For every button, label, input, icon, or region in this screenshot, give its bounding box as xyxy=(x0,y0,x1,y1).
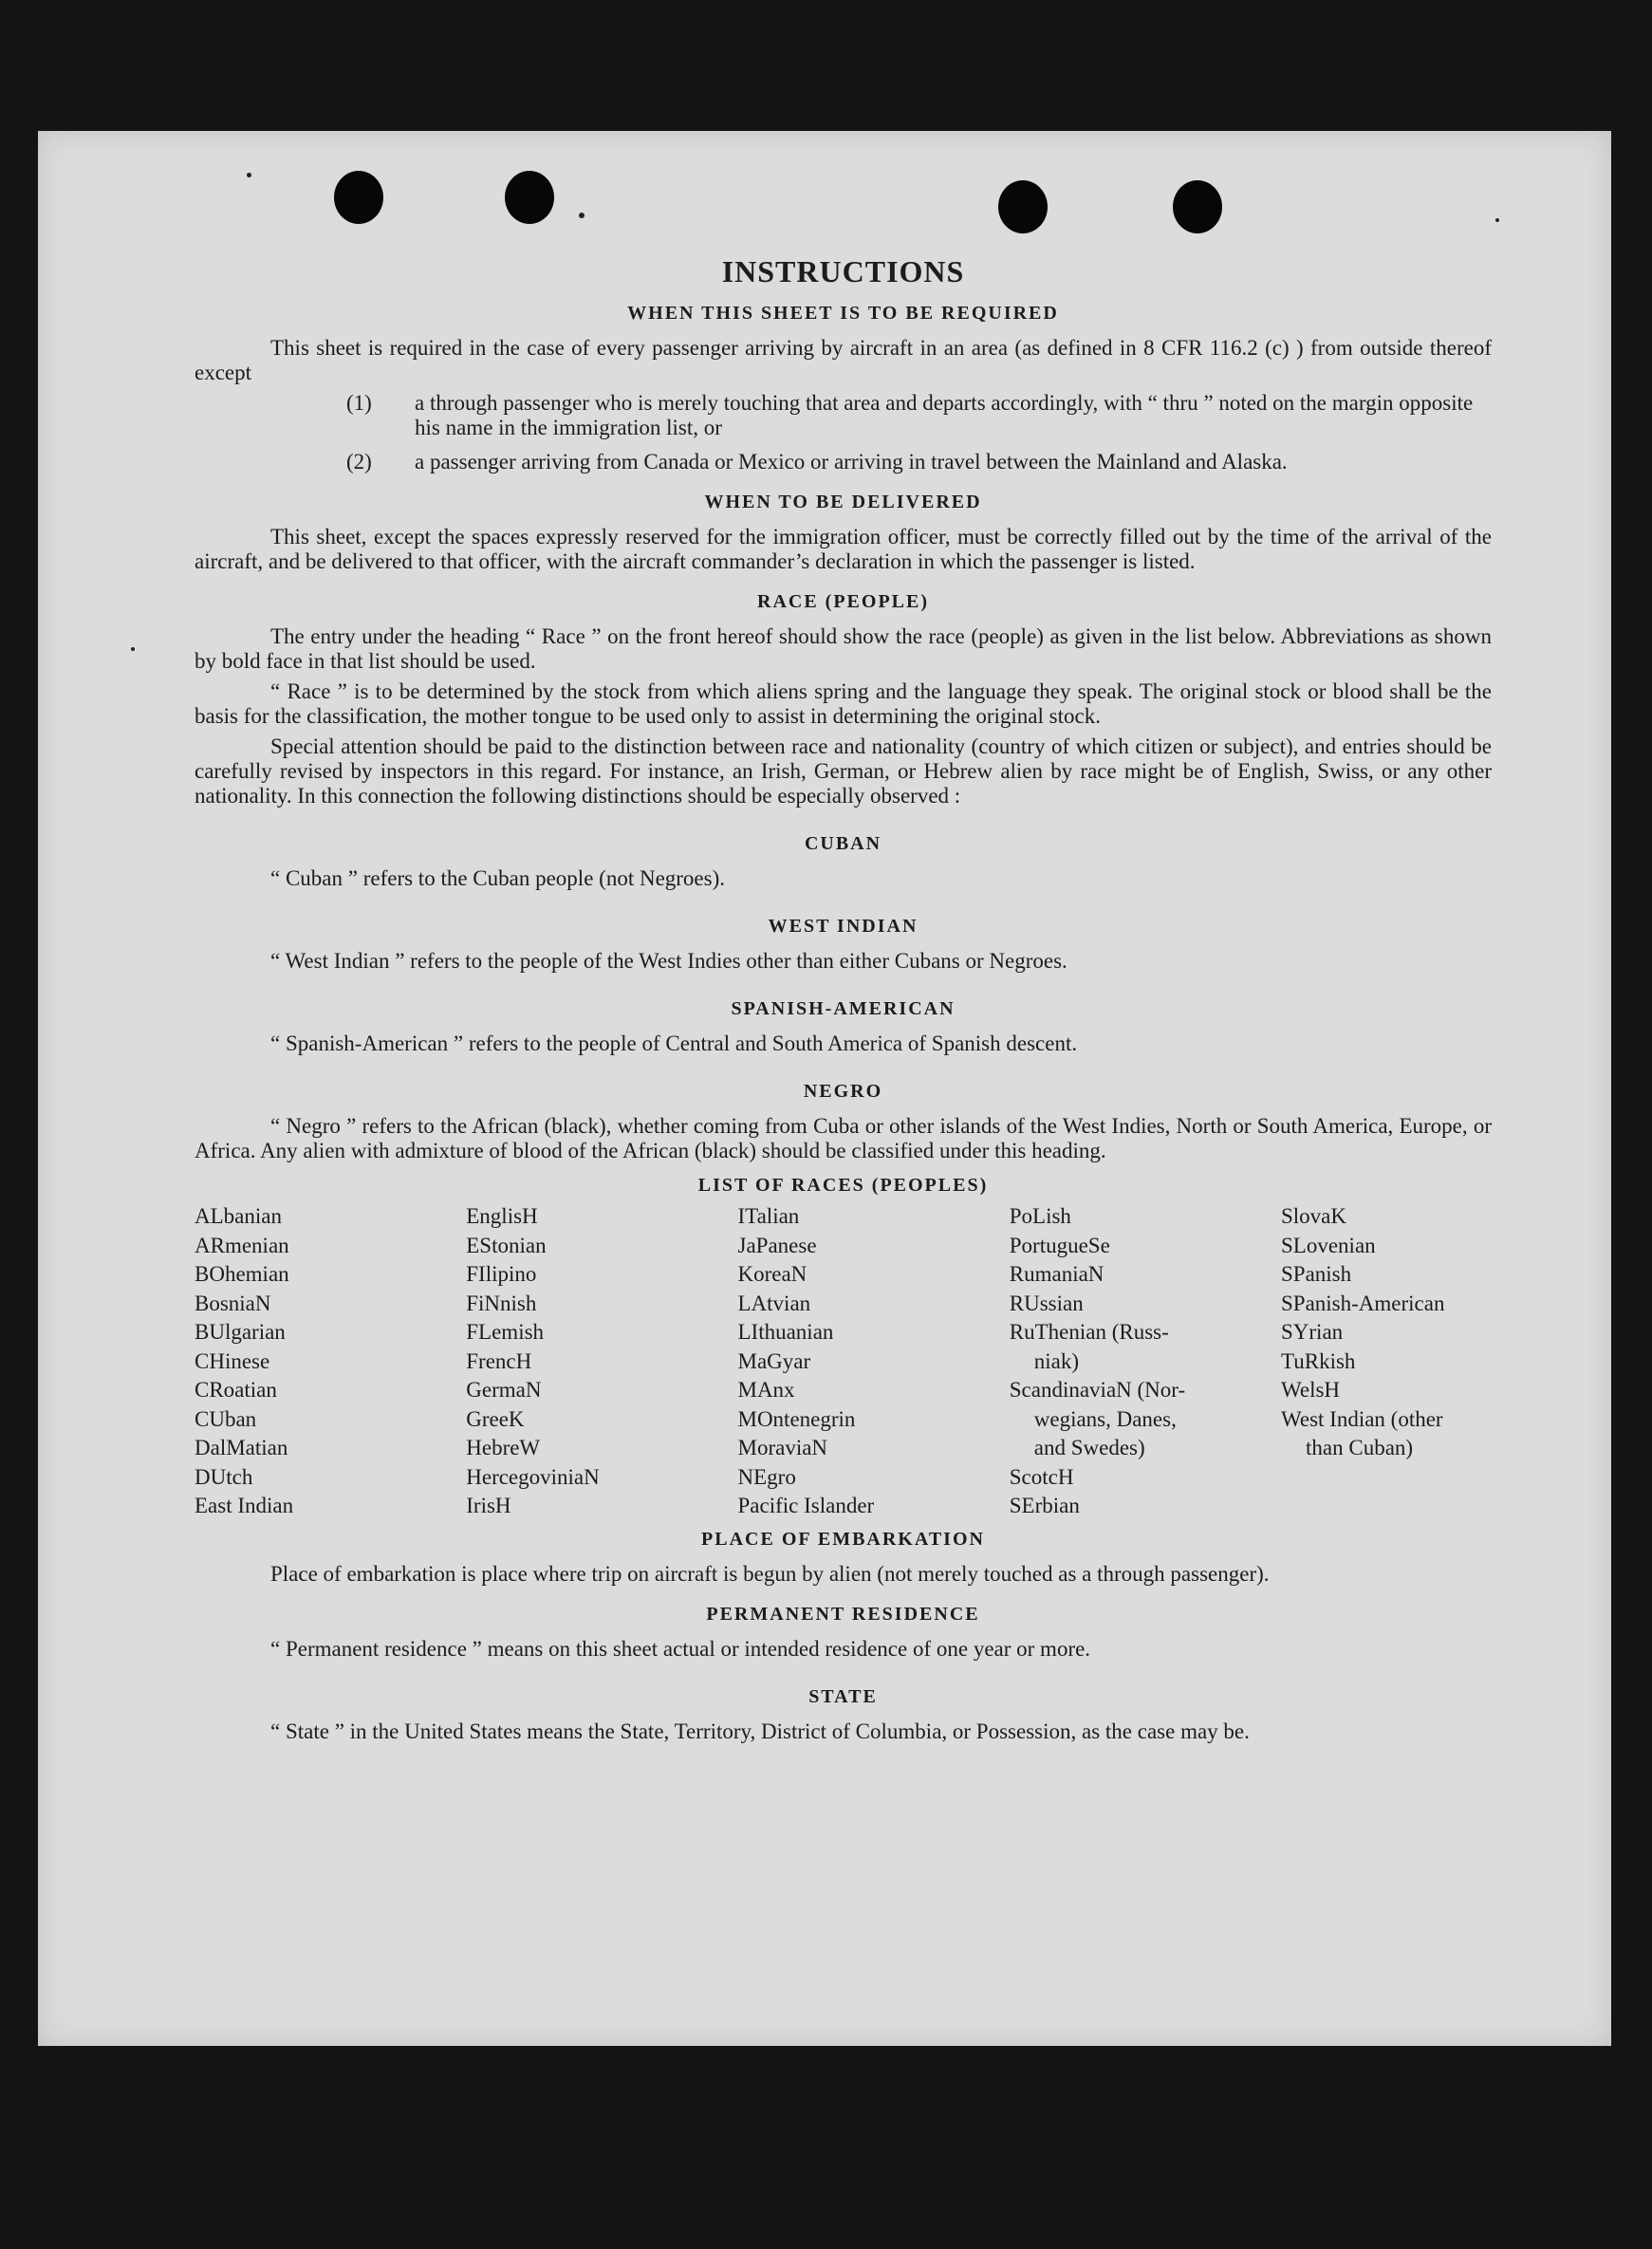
speck xyxy=(247,173,251,177)
race-item: FrencH xyxy=(466,1348,532,1373)
page-title: INSTRUCTIONS xyxy=(721,254,965,288)
race-item: ScotcH xyxy=(1009,1464,1074,1489)
race-item: TuRkish xyxy=(1281,1348,1356,1373)
race-item: ARmenian xyxy=(195,1233,289,1257)
race-column-1 xyxy=(195,1202,432,1521)
race-paragraph-3: Special attention should be paid to the distinction between race and nationality (country of which citizen or subject), and entries should be carefully revised by inspectors in this regard. For instance, an Irish, German, or Hebrew alien by race might be of English, Swiss, or any other nationality. In this connection the following distinctions should be especially observed : xyxy=(195,734,1492,808)
race-item: SLovenian xyxy=(1281,1233,1376,1257)
race-item: FLemish xyxy=(466,1320,545,1344)
race-item: MaGyar xyxy=(737,1348,811,1373)
race-item: HebreW xyxy=(466,1436,541,1459)
race-item: SPanish-American xyxy=(1281,1291,1445,1315)
speck xyxy=(579,213,585,218)
race-item: BUlgarian xyxy=(195,1320,286,1344)
race-item: MOntenegrin xyxy=(737,1406,856,1431)
section-heading-cuban: CUBAN xyxy=(804,833,882,854)
race-item: SPanish xyxy=(1281,1262,1352,1286)
race-item: KoreaN xyxy=(737,1262,807,1286)
race-item: wegians, Danes, xyxy=(1033,1406,1177,1431)
race-column-4 xyxy=(1010,1202,1247,1521)
section-heading-delivered: WHEN TO BE DELIVERED xyxy=(704,492,982,512)
section-heading-race: RACE (PEOPLE) xyxy=(757,591,929,612)
race-item: SYrian xyxy=(1281,1320,1344,1344)
race-item: BosniaN xyxy=(195,1291,271,1315)
race-item: East Indian xyxy=(195,1494,294,1517)
item-text: a through passenger who is merely touching that area and departs accordingly, with “ thru ” noted on the margin opposite his name in the immigration list, or xyxy=(415,391,1474,439)
race-item: ITalian xyxy=(737,1204,800,1228)
negro-text: “ Negro ” refers to the African (black), whether coming from Cuba or other islands of the West Indies, North or South America, Europe, or Africa. Any alien with admixture of blood of the African (black) should be classified under this heading. xyxy=(195,1114,1492,1162)
race-item: LIthuanian xyxy=(737,1320,834,1344)
race-item: CHinese xyxy=(195,1348,270,1373)
cuban-text: “ Cuban ” refers to the Cuban people (not Negroes). xyxy=(270,866,726,890)
race-paragraph-2: “ Race ” is to be determined by the stock from which aliens spring and the language they speak. The original stock or blood shall be the basis for the classification, the mother tongue to be used only to assist in determining the original stock. xyxy=(195,679,1492,728)
race-item: SlovaK xyxy=(1281,1204,1346,1228)
race-item: West Indian (other xyxy=(1281,1406,1443,1431)
section-heading-negro: NEGRO xyxy=(803,1081,883,1102)
race-item: RUssian xyxy=(1009,1291,1084,1315)
race-item: RumaniaN xyxy=(1009,1262,1104,1286)
embarkation-text: Place of embarkation is place where trip on aircraft is begun by alien (not merely touched as a through passenger). xyxy=(270,1561,1270,1586)
section-heading-embarkation: PLACE OF EMBARKATION xyxy=(701,1528,985,1550)
race-item: JaPanese xyxy=(737,1233,817,1257)
section-heading-state: STATE xyxy=(808,1685,878,1707)
spanish-american-text: “ Spanish-American ” refers to the people of Central and South America of Spanish descent. xyxy=(270,1032,1078,1055)
race-item: WelsH xyxy=(1281,1378,1341,1402)
delivered-text: This sheet, except the spaces expressly reserved for the immigration officer, must be correctly filled out by the time of the arrival of the aircraft, and be delivered to that officer, with the aircraft commander’s declaration in which the passenger is listed. xyxy=(195,525,1492,573)
race-item: GreeK xyxy=(466,1406,525,1431)
race-column-2 xyxy=(466,1202,703,1521)
race-item: niak) xyxy=(1033,1348,1080,1373)
race-item: RuThenian (Russ- xyxy=(1009,1320,1169,1344)
punch-hole xyxy=(334,171,383,224)
race-item: FIlipino xyxy=(466,1262,537,1286)
west-indian-text: “ West Indian ” refers to the people of the West Indies other than either Cubans or Negroes. xyxy=(270,949,1067,973)
race-item: MoraviaN xyxy=(737,1436,828,1459)
race-column-5 xyxy=(1281,1202,1492,1521)
race-item: FiNnish xyxy=(466,1291,537,1315)
race-item: EStonian xyxy=(466,1233,547,1257)
race-item: IrisH xyxy=(466,1494,511,1517)
section-heading-west-indian: WEST INDIAN xyxy=(768,916,919,937)
required-item-2 xyxy=(346,450,1492,474)
race-item: Pacific Islander xyxy=(737,1494,875,1517)
race-item: ALbanian xyxy=(195,1204,282,1228)
punch-hole xyxy=(1173,180,1222,233)
speck xyxy=(131,647,135,651)
race-item: MAnx xyxy=(737,1378,795,1402)
punch-hole xyxy=(505,171,554,224)
race-item: LAtvian xyxy=(737,1291,811,1315)
speck xyxy=(1495,218,1499,222)
item-number: (1) xyxy=(346,391,372,415)
race-paragraph-1: The entry under the heading “ Race ” on the front hereof should show the race (people) as given in the list below. Abbreviations as shown by bold face in that list should be used. xyxy=(195,624,1492,673)
instructions-content xyxy=(195,254,1492,1744)
item-text: a passenger arriving from Canada or Mexico or arriving in travel between the Mainland and Alaska. xyxy=(415,450,1288,474)
race-item: GermaN xyxy=(466,1378,542,1402)
race-item: ScandinaviaN (Nor- xyxy=(1009,1378,1186,1402)
race-list xyxy=(195,1202,1492,1521)
residence-text: “ Permanent residence ” means on this sheet actual or intended residence of one year or more. xyxy=(270,1636,1091,1661)
race-item: PortugueSe xyxy=(1009,1233,1110,1257)
required-intro: This sheet is required in the case of every passenger arriving by aircraft in an area (as defined in 8 CFR 116.2 (c) ) from outside thereof except xyxy=(195,336,1492,384)
document-sheet xyxy=(38,131,1611,2046)
race-item: NEgro xyxy=(737,1464,796,1489)
item-number: (2) xyxy=(346,450,372,474)
race-item: DalMatian xyxy=(195,1436,288,1459)
race-item: BOhemian xyxy=(195,1262,289,1286)
race-item: HercegoviniaN xyxy=(466,1464,600,1489)
race-item: CRoatian xyxy=(195,1378,277,1402)
section-heading-spanish-american: SPANISH-AMERICAN xyxy=(731,998,956,1019)
race-item: and Swedes) xyxy=(1033,1436,1145,1459)
race-item: EnglisH xyxy=(466,1204,538,1228)
section-heading-residence: PERMANENT RESIDENCE xyxy=(706,1603,980,1625)
race-item: PoLish xyxy=(1009,1204,1071,1228)
required-item-1 xyxy=(346,391,1492,440)
race-item: than Cuban) xyxy=(1306,1436,1414,1459)
race-item: SErbian xyxy=(1009,1494,1080,1517)
section-heading-required: WHEN THIS SHEET IS TO BE REQUIRED xyxy=(627,303,1059,324)
race-item: CUban xyxy=(195,1406,257,1431)
state-text: “ State ” in the United States means the State, Territory, District of Columbia, or Possession, as the case may be. xyxy=(270,1719,1250,1743)
section-heading-list: LIST OF RACES (PEOPLES) xyxy=(697,1175,989,1196)
punch-hole xyxy=(998,180,1048,233)
race-item: DUtch xyxy=(195,1464,253,1489)
race-column-3 xyxy=(738,1202,975,1521)
